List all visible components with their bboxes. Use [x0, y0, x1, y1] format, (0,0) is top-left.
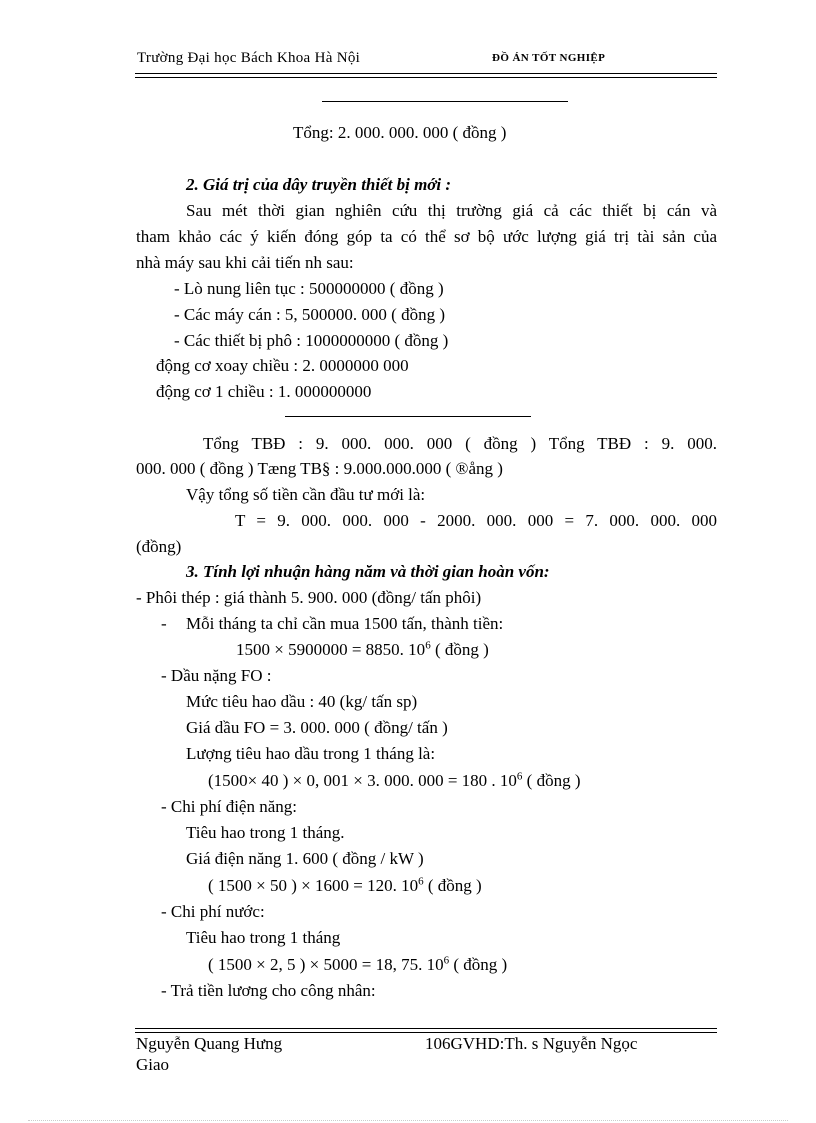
footer-page-gvhd: 106GVHD:Th. s Nguyễn Ngọc	[425, 1034, 638, 1053]
invest-unit: (đồng)	[136, 537, 182, 556]
invest-formula: T = 9. 000. 000. 000 - 2000. 000. 000 = 7. 000. 000. 000	[235, 511, 717, 530]
nuoc-heading: - Chi phí nước:	[161, 902, 265, 921]
formula-exponent: 6	[418, 875, 424, 888]
formula-exponent: 6	[516, 770, 523, 783]
sum-divider-top	[322, 101, 568, 102]
footer-rule-top	[135, 1028, 717, 1029]
dien-formula	[208, 876, 482, 896]
list-item: - Lò nung liên tục : 500000000 ( đồng )	[174, 279, 444, 298]
total-line2: 000. 000 ( đồng ) Tæng TB§ : 9.000.000.000 ( ®ång )	[136, 459, 503, 478]
page-bottom-divider	[28, 1120, 788, 1121]
sum-divider	[285, 416, 531, 417]
formula-text: ( 1500 × 2, 5 ) × 5000 = 18, 75. 10	[208, 955, 444, 974]
footer-rule-bottom	[135, 1032, 717, 1033]
list-item: - Các máy cán : 5, 500000. 000 ( đồng )	[174, 305, 445, 324]
paragraph1-line3: nhà máy sau khi cải tiến nh sau:	[136, 253, 354, 272]
header-title: ĐỒ ÁN TỐT NGHIỆP	[492, 52, 606, 64]
dau-muc: Mức tiêu hao dầu : 40 (kg/ tấn sp)	[186, 692, 418, 711]
formula-exponent: 6	[443, 954, 450, 967]
dau-formula	[208, 771, 581, 791]
nuoc-tieuhao: Tiêu hao trong 1 tháng	[186, 928, 341, 947]
footer-author: Nguyễn Quang Hưng	[136, 1034, 283, 1053]
dau-heading: - Dầu nặng FO :	[161, 666, 272, 685]
formula-text: ( 1500 × 50 ) × 1600 = 120. 10	[208, 876, 419, 895]
dien-heading: - Chi phí điện năng:	[161, 797, 297, 816]
luong-heading: - Trả tiền lương cho công nhân:	[161, 981, 376, 1000]
section2-heading: 2. Giá trị của dây truyền thiết bị mới :	[186, 175, 452, 194]
footer-author-2: Giao	[136, 1055, 170, 1074]
invest-label: Vậy tổng số tiền cần đầu tư mới là:	[186, 485, 426, 504]
mua-formula	[236, 640, 489, 660]
list-item: động cơ xoay chiều : 2. 0000000 000	[156, 356, 409, 375]
total-top: Tổng: 2. 000. 000. 000 ( đồng )	[293, 123, 507, 142]
formula-text: (1500× 40 ) × 0, 001 × 3. 000. 000 = 180 . 10	[208, 771, 517, 790]
formula-unit: ( đồng )	[449, 955, 508, 974]
formula-unit: ( đồng )	[522, 771, 581, 790]
formula-unit: ( đồng )	[430, 640, 489, 659]
dau-luong: Lượng tiêu hao dầu trong 1 tháng là:	[186, 744, 436, 763]
paragraph1-line1: Sau mét thời gian nghiên cứu thị trường giá cả các thiết bị cán và	[186, 201, 717, 220]
header-school: Trường Đại học Bách Khoa Hà Nội	[137, 50, 361, 66]
nuoc-formula	[208, 955, 507, 975]
formula-exponent: 6	[425, 639, 431, 652]
list-item: - Các thiết bị phô : 1000000000 ( đồng )	[174, 331, 449, 350]
formula-unit: ( đồng )	[423, 876, 482, 895]
list-item: động cơ 1 chiều : 1. 000000000	[156, 382, 372, 401]
formula-text: 1500 × 5900000 = 8850. 10	[236, 640, 426, 659]
section3-heading: 3. Tính lợi nhuận hàng năm và thời gian hoàn vốn:	[186, 562, 550, 581]
mua-text: Mỗi tháng ta chỉ cần mua 1500 tấn, thành tiền:	[186, 614, 504, 633]
phoi-thep: - Phôi thép : giá thành 5. 900. 000 (đồng/ tấn phôi)	[136, 588, 482, 607]
bullet-dash: -	[161, 614, 167, 633]
header-rule-bottom	[135, 77, 717, 78]
paragraph1-line2: tham khảo các ý kiến đóng góp ta có thể sơ bộ ước lượng giá trị tài sản của	[136, 227, 717, 246]
dien-tieuhao: Tiêu hao trong 1 tháng.	[186, 823, 345, 842]
header-rule-top	[135, 73, 717, 74]
dau-gia: Giá dầu FO = 3. 000. 000 ( đồng/ tấn )	[186, 718, 448, 737]
dien-gia: Giá điện năng 1. 600 ( đồng / kW )	[186, 849, 424, 868]
total-line1: Tổng TBĐ : 9. 000. 000. 000 ( đồng ) Tổng TBĐ : 9. 000.	[203, 434, 717, 453]
